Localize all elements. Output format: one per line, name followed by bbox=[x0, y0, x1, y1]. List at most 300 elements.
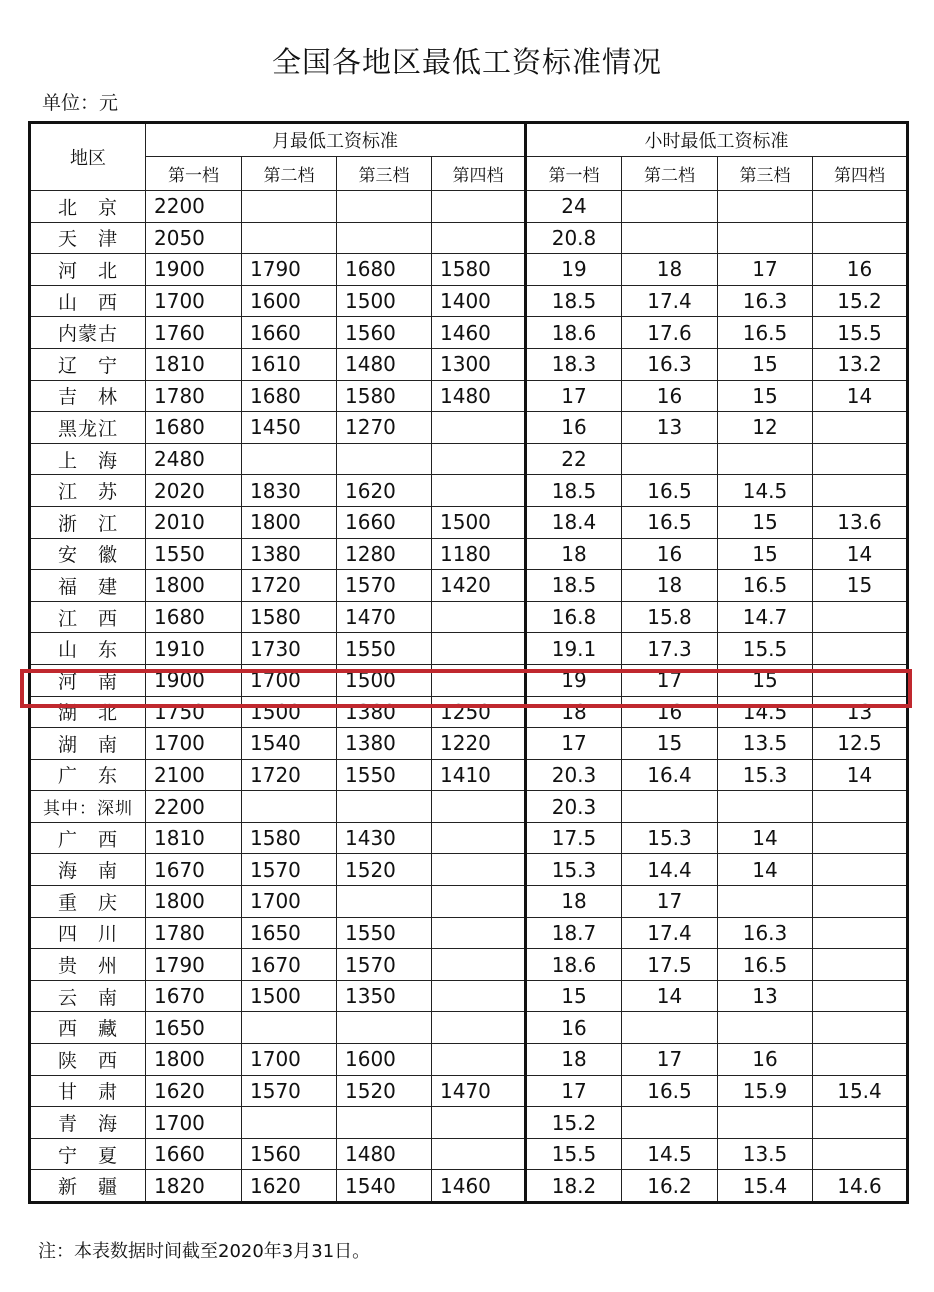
hourly-tier-4-cell: 14 bbox=[813, 759, 908, 791]
monthly-tier-3-cell bbox=[337, 886, 432, 918]
monthly-tier-3-cell: 1550 bbox=[337, 759, 432, 791]
monthly-tier-2-cell: 1500 bbox=[242, 696, 337, 728]
monthly-tier-4-cell bbox=[432, 601, 526, 633]
monthly-tier-1-cell: 1800 bbox=[146, 570, 242, 602]
monthly-tier-2-cell: 1380 bbox=[242, 538, 337, 570]
region-cell: 其中：深圳 bbox=[30, 791, 146, 823]
hourly-tier-3-cell bbox=[718, 443, 813, 475]
hourly-tier-1-cell: 17 bbox=[526, 1075, 622, 1107]
monthly-tier-3-cell: 1280 bbox=[337, 538, 432, 570]
monthly-tier-2-cell: 1700 bbox=[242, 664, 337, 696]
hourly-tier-4-cell bbox=[813, 822, 908, 854]
monthly-tier-3-cell bbox=[337, 1012, 432, 1044]
table-row bbox=[30, 822, 908, 854]
hourly-tier-1-cell: 15 bbox=[526, 980, 622, 1012]
monthly-tier-3-cell: 1620 bbox=[337, 475, 432, 507]
hourly-tier-2-cell: 14 bbox=[622, 980, 718, 1012]
monthly-tier-2-cell: 1500 bbox=[242, 980, 337, 1012]
monthly-tier-1-cell: 1800 bbox=[146, 886, 242, 918]
table-row bbox=[30, 1075, 908, 1107]
monthly-tier-1-cell: 2100 bbox=[146, 759, 242, 791]
hourly-tier-4-cell: 15.5 bbox=[813, 317, 908, 349]
region-cell: 陕 西 bbox=[30, 1044, 146, 1076]
monthly-tier-4-cell bbox=[432, 1044, 526, 1076]
hourly-tier-4-cell bbox=[813, 475, 908, 507]
hourly-tier-1-cell: 17.5 bbox=[526, 822, 622, 854]
monthly-tier-1-cell: 1670 bbox=[146, 854, 242, 886]
hourly-tier-2-cell: 17.4 bbox=[622, 917, 718, 949]
monthly-tier-2-cell bbox=[242, 791, 337, 823]
monthly-tier-4-cell: 1420 bbox=[432, 570, 526, 602]
monthly-tier-2-cell: 1570 bbox=[242, 854, 337, 886]
monthly-tier-4-cell: 1250 bbox=[432, 696, 526, 728]
hourly-tier-2-cell bbox=[622, 791, 718, 823]
hourly-tier-1-cell: 20.3 bbox=[526, 791, 622, 823]
hourly-tier-4-cell bbox=[813, 886, 908, 918]
monthly-tier-4-cell: 1180 bbox=[432, 538, 526, 570]
hourly-tier-3-cell: 16.5 bbox=[718, 949, 813, 981]
hourly-tier-2-cell: 17.4 bbox=[622, 285, 718, 317]
table-row bbox=[30, 475, 908, 507]
monthly-tier-1-cell: 1660 bbox=[146, 1138, 242, 1170]
hourly-tier-1-cell: 17 bbox=[526, 728, 622, 760]
monthly-tier-3-cell: 1540 bbox=[337, 1170, 432, 1203]
hourly-tier-3-cell bbox=[718, 191, 813, 223]
monthly-tier-3-cell: 1380 bbox=[337, 728, 432, 760]
monthly-tier-3-cell: 1570 bbox=[337, 570, 432, 602]
table-row bbox=[30, 285, 908, 317]
region-cell: 广 东 bbox=[30, 759, 146, 791]
table-row bbox=[30, 949, 908, 981]
table-row bbox=[30, 696, 908, 728]
table-body bbox=[30, 191, 908, 1203]
hourly-tier-2-cell: 15.3 bbox=[622, 822, 718, 854]
monthly-header: 月最低工资标准 bbox=[146, 123, 526, 157]
hourly-tier-2-cell: 13 bbox=[622, 412, 718, 444]
hourly-tier-4-cell bbox=[813, 664, 908, 696]
hourly-tier-2-cell: 14.4 bbox=[622, 854, 718, 886]
table-row bbox=[30, 1107, 908, 1139]
table-row bbox=[30, 506, 908, 538]
monthly-tier-4-cell bbox=[432, 980, 526, 1012]
table-row bbox=[30, 443, 908, 475]
hourly-tier-3-cell: 12 bbox=[718, 412, 813, 444]
hourly-tier-3-cell: 16.5 bbox=[718, 317, 813, 349]
hourly-tier-3-cell bbox=[718, 886, 813, 918]
monthly-tier-3-cell: 1660 bbox=[337, 506, 432, 538]
monthly-tier-2-cell: 1700 bbox=[242, 1044, 337, 1076]
region-header: 地区 bbox=[30, 123, 146, 191]
hourly-tier-3-cell: 16.3 bbox=[718, 917, 813, 949]
region-cell: 广 西 bbox=[30, 822, 146, 854]
table-row bbox=[30, 886, 908, 918]
hourly-tier-1-cell: 18 bbox=[526, 696, 622, 728]
region-cell: 安 徽 bbox=[30, 538, 146, 570]
monthly-tier-3-cell bbox=[337, 791, 432, 823]
monthly-tier-1-cell: 1680 bbox=[146, 601, 242, 633]
region-cell: 云 南 bbox=[30, 980, 146, 1012]
region-cell: 湖 南 bbox=[30, 728, 146, 760]
hourly-tier-2-cell: 16.5 bbox=[622, 475, 718, 507]
hourly-tier-2-cell bbox=[622, 191, 718, 223]
hourly-tier-2-cell: 16.5 bbox=[622, 1075, 718, 1107]
monthly-tier-2-cell: 1700 bbox=[242, 886, 337, 918]
hourly-tier-2-header: 第二档 bbox=[622, 157, 718, 191]
monthly-tier-4-cell bbox=[432, 1138, 526, 1170]
table-row bbox=[30, 348, 908, 380]
hourly-tier-1-cell: 18.5 bbox=[526, 475, 622, 507]
monthly-tier-3-cell bbox=[337, 222, 432, 254]
region-cell: 重 庆 bbox=[30, 886, 146, 918]
monthly-tier-3-cell bbox=[337, 191, 432, 223]
monthly-tier-4-cell: 1460 bbox=[432, 1170, 526, 1203]
monthly-tier-1-cell: 2200 bbox=[146, 791, 242, 823]
table-row bbox=[30, 917, 908, 949]
table-row bbox=[30, 538, 908, 570]
monthly-tier-4-cell bbox=[432, 949, 526, 981]
hourly-tier-1-cell: 18.5 bbox=[526, 285, 622, 317]
region-cell: 天 津 bbox=[30, 222, 146, 254]
hourly-tier-1-cell: 18.4 bbox=[526, 506, 622, 538]
hourly-tier-4-cell bbox=[813, 1044, 908, 1076]
hourly-tier-1-cell: 18.3 bbox=[526, 348, 622, 380]
hourly-tier-1-cell: 18.6 bbox=[526, 949, 622, 981]
table-row bbox=[30, 191, 908, 223]
hourly-tier-3-cell: 14 bbox=[718, 854, 813, 886]
monthly-tier-1-cell: 2050 bbox=[146, 222, 242, 254]
hourly-tier-1-cell: 15.3 bbox=[526, 854, 622, 886]
monthly-tier-2-cell: 1600 bbox=[242, 285, 337, 317]
hourly-tier-2-cell: 16.2 bbox=[622, 1170, 718, 1203]
table-row bbox=[30, 380, 908, 412]
monthly-tier-1-cell: 1910 bbox=[146, 633, 242, 665]
monthly-tier-3-cell: 1430 bbox=[337, 822, 432, 854]
hourly-tier-2-cell: 15.8 bbox=[622, 601, 718, 633]
hourly-tier-1-cell: 16 bbox=[526, 412, 622, 444]
monthly-tier-3-cell: 1550 bbox=[337, 917, 432, 949]
hourly-tier-2-cell bbox=[622, 443, 718, 475]
monthly-tier-1-cell: 2020 bbox=[146, 475, 242, 507]
hourly-tier-2-cell: 16.5 bbox=[622, 506, 718, 538]
hourly-tier-2-cell: 17.6 bbox=[622, 317, 718, 349]
hourly-tier-2-cell: 17.3 bbox=[622, 633, 718, 665]
monthly-tier-4-cell bbox=[432, 475, 526, 507]
hourly-tier-3-cell: 15.4 bbox=[718, 1170, 813, 1203]
monthly-tier-1-cell: 2480 bbox=[146, 443, 242, 475]
monthly-tier-4-cell bbox=[432, 222, 526, 254]
hourly-tier-2-cell: 17 bbox=[622, 664, 718, 696]
monthly-tier-2-cell: 1830 bbox=[242, 475, 337, 507]
monthly-tier-2-cell: 1620 bbox=[242, 1170, 337, 1203]
hourly-tier-2-cell: 17 bbox=[622, 886, 718, 918]
monthly-tier-4-cell bbox=[432, 664, 526, 696]
hourly-tier-1-header: 第一档 bbox=[526, 157, 622, 191]
region-cell: 江 苏 bbox=[30, 475, 146, 507]
monthly-tier-1-header: 第一档 bbox=[146, 157, 242, 191]
region-cell: 福 建 bbox=[30, 570, 146, 602]
hourly-tier-4-cell: 14 bbox=[813, 380, 908, 412]
hourly-tier-2-cell: 17 bbox=[622, 1044, 718, 1076]
region-cell: 宁 夏 bbox=[30, 1138, 146, 1170]
table-row bbox=[30, 317, 908, 349]
hourly-tier-2-cell: 16 bbox=[622, 380, 718, 412]
hourly-tier-1-cell: 16.8 bbox=[526, 601, 622, 633]
monthly-tier-1-cell: 1650 bbox=[146, 1012, 242, 1044]
hourly-tier-3-cell bbox=[718, 222, 813, 254]
monthly-tier-2-cell: 1560 bbox=[242, 1138, 337, 1170]
hourly-tier-3-cell: 14.7 bbox=[718, 601, 813, 633]
region-cell: 山 西 bbox=[30, 285, 146, 317]
hourly-tier-4-cell bbox=[813, 412, 908, 444]
table-row bbox=[30, 570, 908, 602]
monthly-tier-1-cell: 1810 bbox=[146, 822, 242, 854]
hourly-tier-1-cell: 19 bbox=[526, 664, 622, 696]
header-row-2 bbox=[30, 157, 908, 191]
region-cell: 内蒙古 bbox=[30, 317, 146, 349]
hourly-tier-4-cell: 14 bbox=[813, 538, 908, 570]
hourly-tier-4-cell bbox=[813, 633, 908, 665]
table-row bbox=[30, 1044, 908, 1076]
hourly-tier-3-cell: 13.5 bbox=[718, 1138, 813, 1170]
hourly-tier-4-cell: 15 bbox=[813, 570, 908, 602]
monthly-tier-1-cell: 2200 bbox=[146, 191, 242, 223]
monthly-tier-1-cell: 1700 bbox=[146, 285, 242, 317]
footnote: 注：本表数据时间截至2020年3月31日。 bbox=[38, 1241, 371, 1262]
monthly-tier-3-cell: 1580 bbox=[337, 380, 432, 412]
hourly-tier-4-cell: 13.2 bbox=[813, 348, 908, 380]
monthly-tier-1-cell: 1760 bbox=[146, 317, 242, 349]
hourly-tier-4-cell bbox=[813, 1012, 908, 1044]
monthly-tier-3-cell: 1480 bbox=[337, 1138, 432, 1170]
table-row bbox=[30, 759, 908, 791]
monthly-tier-2-cell: 1580 bbox=[242, 822, 337, 854]
hourly-tier-1-cell: 18.2 bbox=[526, 1170, 622, 1203]
hourly-tier-4-cell: 16 bbox=[813, 254, 908, 286]
hourly-tier-1-cell: 19 bbox=[526, 254, 622, 286]
monthly-tier-3-cell: 1520 bbox=[337, 854, 432, 886]
hourly-tier-3-cell: 13 bbox=[718, 980, 813, 1012]
unit-label: 单位：元 bbox=[42, 92, 119, 114]
monthly-tier-3-cell: 1350 bbox=[337, 980, 432, 1012]
region-cell: 贵 州 bbox=[30, 949, 146, 981]
region-cell: 吉 林 bbox=[30, 380, 146, 412]
table-row bbox=[30, 791, 908, 823]
hourly-tier-4-cell bbox=[813, 222, 908, 254]
hourly-tier-1-cell: 15.2 bbox=[526, 1107, 622, 1139]
monthly-tier-2-cell: 1570 bbox=[242, 1075, 337, 1107]
hourly-tier-4-cell: 14.6 bbox=[813, 1170, 908, 1203]
hourly-tier-1-cell: 15.5 bbox=[526, 1138, 622, 1170]
monthly-tier-3-cell: 1500 bbox=[337, 664, 432, 696]
table-row bbox=[30, 1138, 908, 1170]
monthly-tier-3-cell: 1520 bbox=[337, 1075, 432, 1107]
hourly-tier-4-cell bbox=[813, 1138, 908, 1170]
hourly-tier-1-cell: 20.3 bbox=[526, 759, 622, 791]
hourly-tier-1-cell: 18 bbox=[526, 886, 622, 918]
table-row bbox=[30, 601, 908, 633]
region-cell: 西 藏 bbox=[30, 1012, 146, 1044]
monthly-tier-2-cell: 1610 bbox=[242, 348, 337, 380]
monthly-tier-4-cell bbox=[432, 191, 526, 223]
hourly-tier-1-cell: 22 bbox=[526, 443, 622, 475]
hourly-tier-3-cell: 16.3 bbox=[718, 285, 813, 317]
table-row bbox=[30, 254, 908, 286]
region-cell: 山 东 bbox=[30, 633, 146, 665]
hourly-tier-3-cell: 15.3 bbox=[718, 759, 813, 791]
table-row bbox=[30, 633, 908, 665]
monthly-tier-2-cell: 1670 bbox=[242, 949, 337, 981]
region-cell: 四 川 bbox=[30, 917, 146, 949]
monthly-tier-4-cell: 1470 bbox=[432, 1075, 526, 1107]
hourly-tier-4-header: 第四档 bbox=[813, 157, 908, 191]
hourly-tier-3-cell: 15 bbox=[718, 348, 813, 380]
monthly-tier-2-cell: 1660 bbox=[242, 317, 337, 349]
hourly-tier-3-cell: 14.5 bbox=[718, 696, 813, 728]
table-row bbox=[30, 222, 908, 254]
monthly-tier-4-cell: 1500 bbox=[432, 506, 526, 538]
monthly-tier-4-cell bbox=[432, 412, 526, 444]
monthly-tier-4-cell bbox=[432, 633, 526, 665]
hourly-tier-1-cell: 19.1 bbox=[526, 633, 622, 665]
monthly-tier-3-cell bbox=[337, 1107, 432, 1139]
hourly-tier-2-cell: 16.3 bbox=[622, 348, 718, 380]
hourly-tier-1-cell: 18.6 bbox=[526, 317, 622, 349]
table-row bbox=[30, 728, 908, 760]
monthly-tier-4-cell bbox=[432, 791, 526, 823]
hourly-tier-4-cell bbox=[813, 1107, 908, 1139]
hourly-tier-3-cell: 15 bbox=[718, 380, 813, 412]
monthly-tier-3-cell: 1550 bbox=[337, 633, 432, 665]
monthly-tier-3-cell: 1500 bbox=[337, 285, 432, 317]
hourly-tier-4-cell bbox=[813, 949, 908, 981]
monthly-tier-3-cell: 1560 bbox=[337, 317, 432, 349]
hourly-tier-2-cell: 16 bbox=[622, 696, 718, 728]
hourly-tier-1-cell: 20.8 bbox=[526, 222, 622, 254]
hourly-header: 小时最低工资标准 bbox=[526, 123, 908, 157]
table-row bbox=[30, 412, 908, 444]
monthly-tier-4-cell: 1460 bbox=[432, 317, 526, 349]
hourly-tier-2-cell bbox=[622, 1012, 718, 1044]
monthly-tier-3-cell: 1600 bbox=[337, 1044, 432, 1076]
hourly-tier-4-cell: 13.6 bbox=[813, 506, 908, 538]
hourly-tier-2-cell: 14.5 bbox=[622, 1138, 718, 1170]
monthly-tier-4-cell bbox=[432, 822, 526, 854]
monthly-tier-2-cell: 1450 bbox=[242, 412, 337, 444]
monthly-tier-2-header: 第二档 bbox=[242, 157, 337, 191]
monthly-tier-1-cell: 1700 bbox=[146, 728, 242, 760]
header-row-1 bbox=[30, 123, 908, 157]
hourly-tier-4-cell bbox=[813, 980, 908, 1012]
hourly-tier-4-cell bbox=[813, 601, 908, 633]
table-row bbox=[30, 664, 908, 696]
hourly-tier-4-cell: 15.4 bbox=[813, 1075, 908, 1107]
region-cell: 河 北 bbox=[30, 254, 146, 286]
monthly-tier-1-cell: 1780 bbox=[146, 917, 242, 949]
monthly-tier-4-cell bbox=[432, 1012, 526, 1044]
table-row bbox=[30, 854, 908, 886]
monthly-tier-1-cell: 1780 bbox=[146, 380, 242, 412]
monthly-tier-4-header: 第四档 bbox=[432, 157, 526, 191]
hourly-tier-3-cell: 15.9 bbox=[718, 1075, 813, 1107]
hourly-tier-2-cell: 15 bbox=[622, 728, 718, 760]
monthly-tier-2-cell: 1720 bbox=[242, 759, 337, 791]
monthly-tier-3-cell: 1270 bbox=[337, 412, 432, 444]
wage-table-container bbox=[28, 121, 909, 1204]
monthly-tier-3-cell: 1380 bbox=[337, 696, 432, 728]
monthly-tier-2-cell: 1730 bbox=[242, 633, 337, 665]
monthly-tier-1-cell: 1700 bbox=[146, 1107, 242, 1139]
hourly-tier-1-cell: 18 bbox=[526, 1044, 622, 1076]
monthly-tier-3-cell: 1570 bbox=[337, 949, 432, 981]
hourly-tier-4-cell bbox=[813, 854, 908, 886]
hourly-tier-3-cell bbox=[718, 1107, 813, 1139]
monthly-tier-1-cell: 1900 bbox=[146, 254, 242, 286]
hourly-tier-3-cell: 13.5 bbox=[718, 728, 813, 760]
hourly-tier-4-cell: 15.2 bbox=[813, 285, 908, 317]
hourly-tier-4-cell: 13 bbox=[813, 696, 908, 728]
monthly-tier-4-cell bbox=[432, 1107, 526, 1139]
monthly-tier-4-cell bbox=[432, 886, 526, 918]
monthly-tier-2-cell bbox=[242, 1107, 337, 1139]
page-title: 全国各地区最低工资标准情况 bbox=[271, 45, 662, 79]
region-cell: 新 疆 bbox=[30, 1170, 146, 1203]
hourly-tier-4-cell bbox=[813, 791, 908, 823]
hourly-tier-1-cell: 18.7 bbox=[526, 917, 622, 949]
monthly-tier-3-header: 第三档 bbox=[337, 157, 432, 191]
hourly-tier-3-cell bbox=[718, 1012, 813, 1044]
monthly-tier-2-cell: 1790 bbox=[242, 254, 337, 286]
monthly-tier-4-cell: 1410 bbox=[432, 759, 526, 791]
monthly-tier-3-cell: 1680 bbox=[337, 254, 432, 286]
hourly-tier-3-cell: 14 bbox=[718, 822, 813, 854]
region-cell: 浙 江 bbox=[30, 506, 146, 538]
region-cell: 黑龙江 bbox=[30, 412, 146, 444]
region-cell: 上 海 bbox=[30, 443, 146, 475]
monthly-tier-2-cell bbox=[242, 191, 337, 223]
table-row bbox=[30, 980, 908, 1012]
hourly-tier-3-cell bbox=[718, 791, 813, 823]
region-cell: 北 京 bbox=[30, 191, 146, 223]
hourly-tier-2-cell: 16 bbox=[622, 538, 718, 570]
monthly-tier-2-cell bbox=[242, 222, 337, 254]
monthly-tier-4-cell bbox=[432, 443, 526, 475]
hourly-tier-3-cell: 15.5 bbox=[718, 633, 813, 665]
hourly-tier-2-cell: 17.5 bbox=[622, 949, 718, 981]
monthly-tier-3-cell: 1470 bbox=[337, 601, 432, 633]
monthly-tier-2-cell: 1680 bbox=[242, 380, 337, 412]
hourly-tier-1-cell: 18.5 bbox=[526, 570, 622, 602]
monthly-tier-1-cell: 1900 bbox=[146, 664, 242, 696]
monthly-tier-2-cell: 1720 bbox=[242, 570, 337, 602]
monthly-tier-4-cell: 1480 bbox=[432, 380, 526, 412]
monthly-tier-2-cell bbox=[242, 1012, 337, 1044]
monthly-tier-3-cell: 1480 bbox=[337, 348, 432, 380]
monthly-tier-2-cell: 1800 bbox=[242, 506, 337, 538]
monthly-tier-1-cell: 1820 bbox=[146, 1170, 242, 1203]
monthly-tier-1-cell: 1670 bbox=[146, 980, 242, 1012]
hourly-tier-4-cell bbox=[813, 443, 908, 475]
monthly-tier-4-cell bbox=[432, 854, 526, 886]
monthly-tier-4-cell: 1580 bbox=[432, 254, 526, 286]
hourly-tier-2-cell: 18 bbox=[622, 570, 718, 602]
hourly-tier-4-cell: 12.5 bbox=[813, 728, 908, 760]
monthly-tier-2-cell: 1540 bbox=[242, 728, 337, 760]
hourly-tier-3-cell: 16.5 bbox=[718, 570, 813, 602]
hourly-tier-3-cell: 14.5 bbox=[718, 475, 813, 507]
hourly-tier-3-header: 第三档 bbox=[718, 157, 813, 191]
hourly-tier-3-cell: 15 bbox=[718, 506, 813, 538]
monthly-tier-4-cell: 1300 bbox=[432, 348, 526, 380]
